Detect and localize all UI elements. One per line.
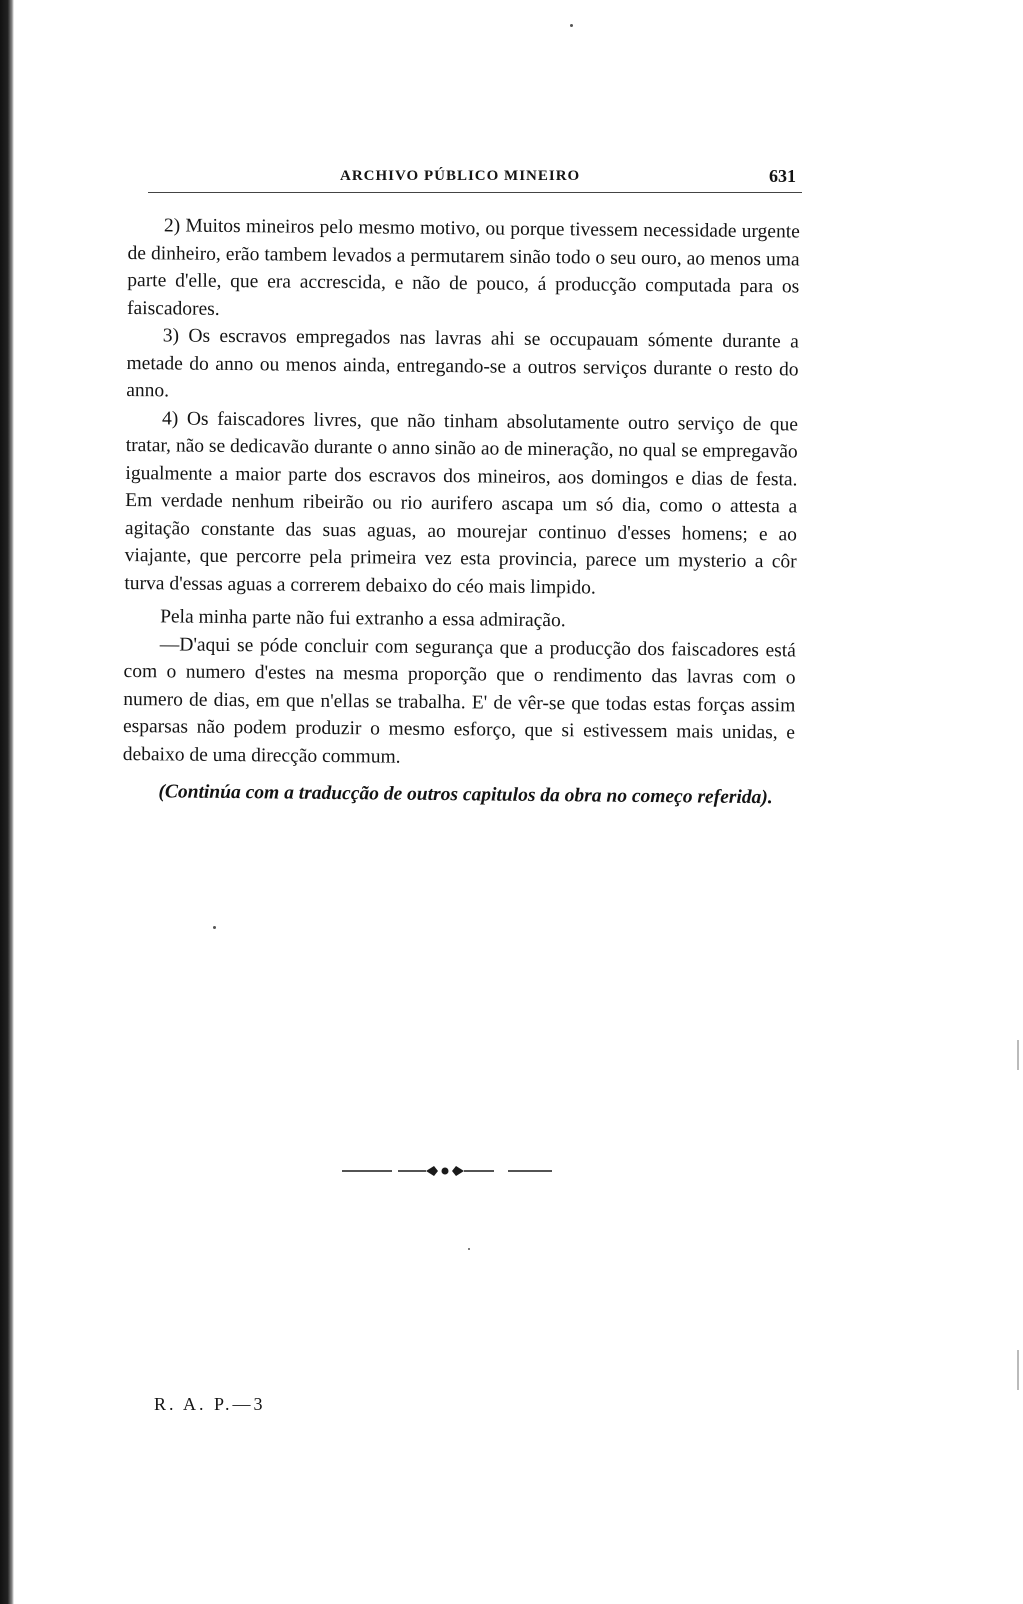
footer-signature: R. A. P.—3 (154, 1394, 266, 1414)
paragraph-conclusion: —D'aqui se póde concluir com segurança que a producção dos faiscadores está com o numero d'estes na mesma proporção que o rendimento das lavras com o numero de dias, em que n'ellas se trabalha. E' de vêr-se que todas estas forças assim esparsas não podem produzir o mesmo esforço, que si estivessem mais unidas, e debaixo de uma direcção commum. (122, 633, 796, 768)
continuation-note: (Continúa com a traducção de outros capitulos da obra no começo referida). (158, 781, 773, 809)
page-number: 631 (769, 166, 796, 186)
paragraph-admiration: Pela minha parte não fui extranho a essa admiração. (160, 606, 566, 632)
divider-ornament-icon (342, 1163, 556, 1179)
paragraph-2: 2) Muitos mineiros pelo mesmo motivo, ou porque tivessem necessidade urgente de dinheiro, erão tambem levados a permutarem sinão todo o seu ouro, ao menos uma parte d'elle, que era accrescida, e não de pouco, á producção computada para os faiscadores. (126, 215, 800, 320)
scan-speck (468, 1248, 470, 1250)
scan-speck (570, 24, 573, 27)
scan-speck (213, 926, 216, 929)
header-rule (148, 192, 802, 193)
body-text (122, 212, 800, 812)
paragraph-3: 3) Os escravos empregados nas lavras ahi se occupauam sómente durante a metade do anno ou menos ainda, entregando-se a outros serviços durante o resto do anno. (126, 325, 799, 402)
paragraph-4: 4) Os faiscadores livres, que não tinham absolutamente outro serviço de que tratar, não se dedicavão durante o anno sinão ao de mineração, no qual se empregavão igualmente a maior parte dos escravos dos mineiros, aos domingos e dias de festa. Em verdade nenhum ribeirão ou rio aurifero ascapa um só dia, como o attesta a agitação constante das suas aguas, ao mourejar continuo d'esses homens; e ao viajante, que percorre pela primeira vez esta provincia, parece um mysterio a côr turva d'essas aguas a correrem debaixo do céo mais limpido. (124, 407, 799, 599)
running-head (148, 162, 802, 192)
running-title: ARCHIVO PÚBLICO MINEIRO (340, 168, 581, 184)
